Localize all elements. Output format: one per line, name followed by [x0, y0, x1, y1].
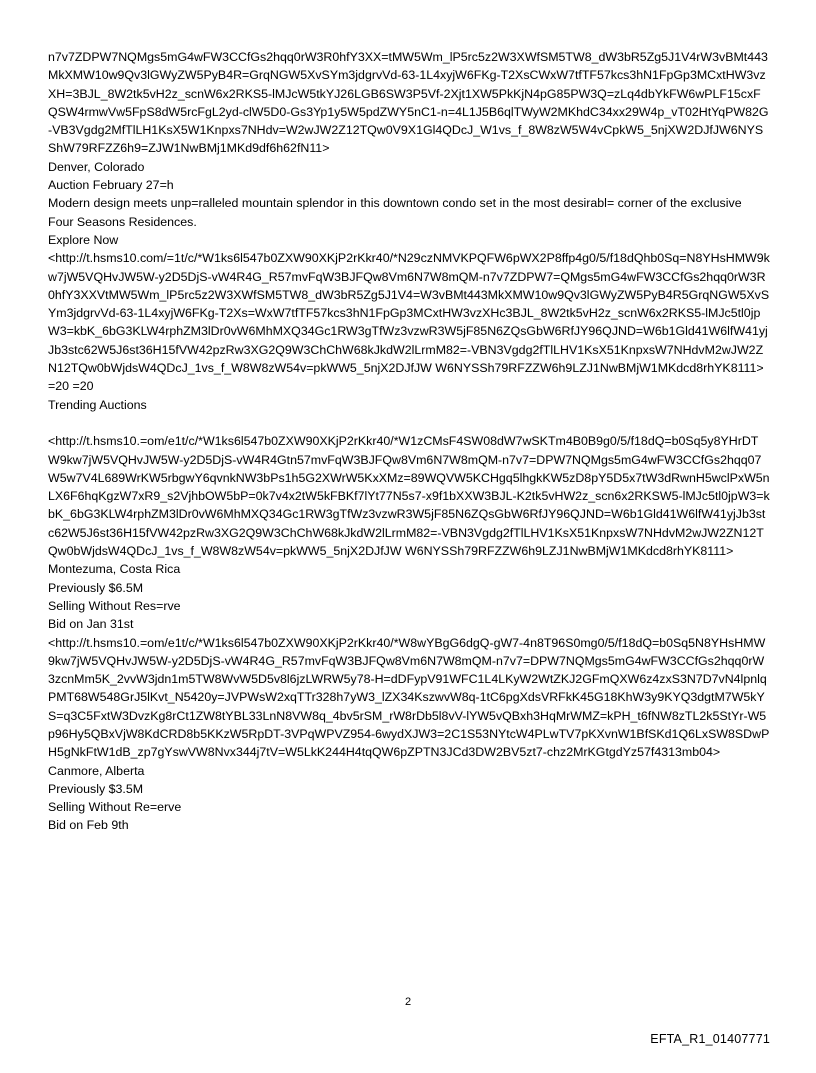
trending-auctions-heading: Trending Auctions	[48, 397, 147, 412]
auction-date: Auction February 27=h	[48, 178, 174, 193]
tracking-link-4[interactable]: <http://t.hsms10.=om/e1t/c/*W1ks6l547b0ZXW90XKjP2rKkr40/*W8wYBgG6dgQ-gW7-4n8T96S0mg0/5/f18dQ=b0Sq5N8YHsHMW9kw7jW5VQHvJW5W-y2D5DjS-vW4R4G_R57mvFqW3BJFQw8Vm6N7W8mQM-n7v7=DPW7NQMgs5mG4wFW3CCfGs2hqq0rW3zcnMm5K_2vvW3jdn1m5TW8WvW5D5v8l6jzLWRW5y78-H=dDFypV91WFC1L4LKyW2WtZKJ2GFmQXW6z4zxS3N7D7vN4lpnlqPMT68W548GrJ5lKvt_N5420y=JVPWsW2xqTTr328h7yW3_lZX34KszwvW8q-1tC6pgXdsVRFkK45G18KhW3y9KYQ3dgtM7W5kYS=q3C5FxtW3DvzKg8rCt1ZW8tYBL33LnN8VW8q_4bv5rSM_rW8rDb5l8vV-lYW5vQBxh3HqMrWMZ=kPH_t6fNW8zTL2k5StYr-W5p96Hy5QBxVjW8KdCRD8b5KKzW5RpDT-3VPqWPVZ954-6wydXJW3=2C1S53NYtcW4PLwTV7pKXvnW1BfSKd1Q6LxSW8SDwPH5gNkFtW1dB_zp7gYswVW8Nvx344j7tV=W5LkK244H4tqQW6pZPTN3JCd3DW2BV5zt7-chz2MrKGtgdYz57f4313mb04>	[48, 635, 770, 760]
email-body	[48, 48, 770, 835]
listing-location-denver: Denver, Colorado	[48, 159, 145, 174]
tracking-link-1[interactable]: n7v7ZDPW7NQMgs5mG4wFW3CCfGs2hqq0rW3R0hfY3XX=tMW5Wm_lP5rc5z2W3XWfSM5TW8_dW3bR5Zg5J1V4rW3vBMt443MkXMW10w9Qv3lGWyZW5PyB4R=GrqNGW5XvSYm3jdgrvVd-63-1L4xyjW6FKg-T2XsCWxW7tfTF57kcs3hN1FpGp3MCxtHW3vzXH=3BJL_8W2tk5vH2z_scnW6x2RKS5-lMJcW5tkYJ26LGB6SW3P5Vf-2Xjt1XW5PkKjN4pG85PW3Q=zLq4dbYkFW6wPLF15cxFQSW4rmwVw5FpS8dW5rcFgL2yd-clW5D0-Gs3Yp1y5W5pdZWY5nC1-n=4L1J5B6qlTWyW2MKhdC34xx29W4p_vT02HtYqPW82G-VB3Vgdg2MfTlLH1KsX5W1Knpxs7NHdv=W2wJW2Z12TQw0V9X1Gl4QDcJ_W1vs_f_8W8zW5W4vCpkW5_5njXW2DJfJW6NYSShW79RFZZ6h9=ZJW1NwBMj1MKd9df6h62fN11>	[48, 50, 769, 156]
reserve-status-canmore: Selling Without Re=erve	[48, 800, 182, 815]
encoded-spacer-text: =20 =20	[48, 379, 94, 394]
bid-date-montezuma: Bid on Jan 31st	[48, 617, 134, 632]
page-number: 2	[404, 996, 412, 1008]
blank-line	[48, 414, 770, 432]
reserve-status-montezuma: Selling Without Res=rve	[48, 598, 181, 613]
listing-location-canmore: Canmore, Alberta	[48, 763, 145, 778]
document-id-footer: EFTA_R1_01407771	[650, 1032, 770, 1046]
bid-date-canmore: Bid on Feb 9th	[48, 818, 129, 833]
listing-location-montezuma: Montezuma, Costa Rica	[48, 562, 181, 577]
previous-price-canmore: Previously $3.5M	[48, 781, 144, 796]
tracking-link-3[interactable]: <http://t.hsms10.=om/e1t/c/*W1ks6l547b0ZXW90XKjP2rKkr40/*W1zCMsF4SW08dW7wSKTm4B0B9g0/5/f18dQ=b0Sq5y8YHrDTW9kw7jW5VQHvJW5W-y2D5DjS-vW4R4Gtn57mvFqW3BJFQw8Vm6N7W8mQM-n7v7=DPW7NQMgs5mG4wFW3CCfGs2hqq07W5w7V4L689WrKW5rbgwY6qvnkNW3bPs1h5G2XWrW5KxXMz=89WQVW5KCHgq5lhgkKW5zD8pY5D5x7tW3dRwnH5wclPxW5nLX6F6hqKgzW7xR9_s2VjhbOW5bP=0k7v4x2tW5kFBKf7lYt77N5s7-x9f1bXXW3BJL-K2tk5vHW2z_scn6x2RKSW5-lMJc5tl0jpW3=kbK_6bG3KLW4rphZM3lDr0vW6MhMXQ34Gc1RW3gTfWz3vzwR3W5jF85N6ZQsGbW6RfJY96QJND=W6b1Gld41W6lfW41yjJb3stc62W5J6st36H15fVW42pzRw3XG2Q9W3ChChW68kJkdW2lLrmM82=-VBN3Vgdg2fTlLHV1KsX51KnpxsW7NHdvM2wJW2ZN12TQw0bWjdsW4QDcJ_1vs_f_W8W8zW54v=pkWW5_5njX2DJfJW W6NYSSh79RFZZW6h9LZJ1NwBMjW1MKdcd8rhYK8111>	[48, 434, 770, 559]
listing-description: Modern design meets unp=ralleled mountain splendor in this downtown condo set in the most desirabl= corner of the exclusive Four Seasons Residences.	[48, 196, 742, 229]
previous-price-montezuma: Previously $6.5M	[48, 580, 144, 595]
tracking-link-2[interactable]: <http://t.hsms10.com/=1t/c/*W1ks6l547b0ZXW90XKjP2rKkr40/*N29czNMVKPQFW6pWX2P8ffp4g0/5/f18dQhb0Sq=N8YHsHMW9kw7jW5VQHvJW5W-y2D5DjS-vW4R4G_R57mvFqW3BJFQw8Vm6N7W8mQM-n7v7ZDPW7=QMgs5mG4wFW3CCfGs2hqq0rW3R0hfY3XXVtMW5Wm_lP5rc5z2W3XWfSM5TW8_dW3bR5Zg5J1V4=W3vBMt443MkXMW10w9Qv3lGWyZW5PyB4R5GrqNGW5XvSYm3jdgrvVd-63-1L4xyjW6FKg-T2Xs=WxW7tfTF57kcs3hN1FpGp3MCxtHW3vzXHc3BJL_8W2tk5vH2z_scnW6x2RKS5-lMJc5tl0jpW3=kbK_6bG3KLW4rphZM3lDr0vW6MhMXQ34Gc1RW3gTfWz3vzwR3W5jF85N6ZQsGbW6RfJY96QJND=W6b1Gld41W6lfW41yjJb3stc62W5J6st36H15fVW42pzRw3XG2Q9W3ChChW68kJkdW2lLrmM82=-VBN3Vgdg2fTlLHV1KsX51KnpxsW7NHdvM2wJW2ZN12TQw0bWjdsW4QDcJ_1vs_f_W8W8zW54v=pkWW5_5njX2DJfJW W6NYSSh79RFZZW6h9LZJ1NwBMjW1MKdcd8rhYK8111>	[48, 251, 770, 376]
explore-now-label: Explore Now	[48, 232, 119, 247]
